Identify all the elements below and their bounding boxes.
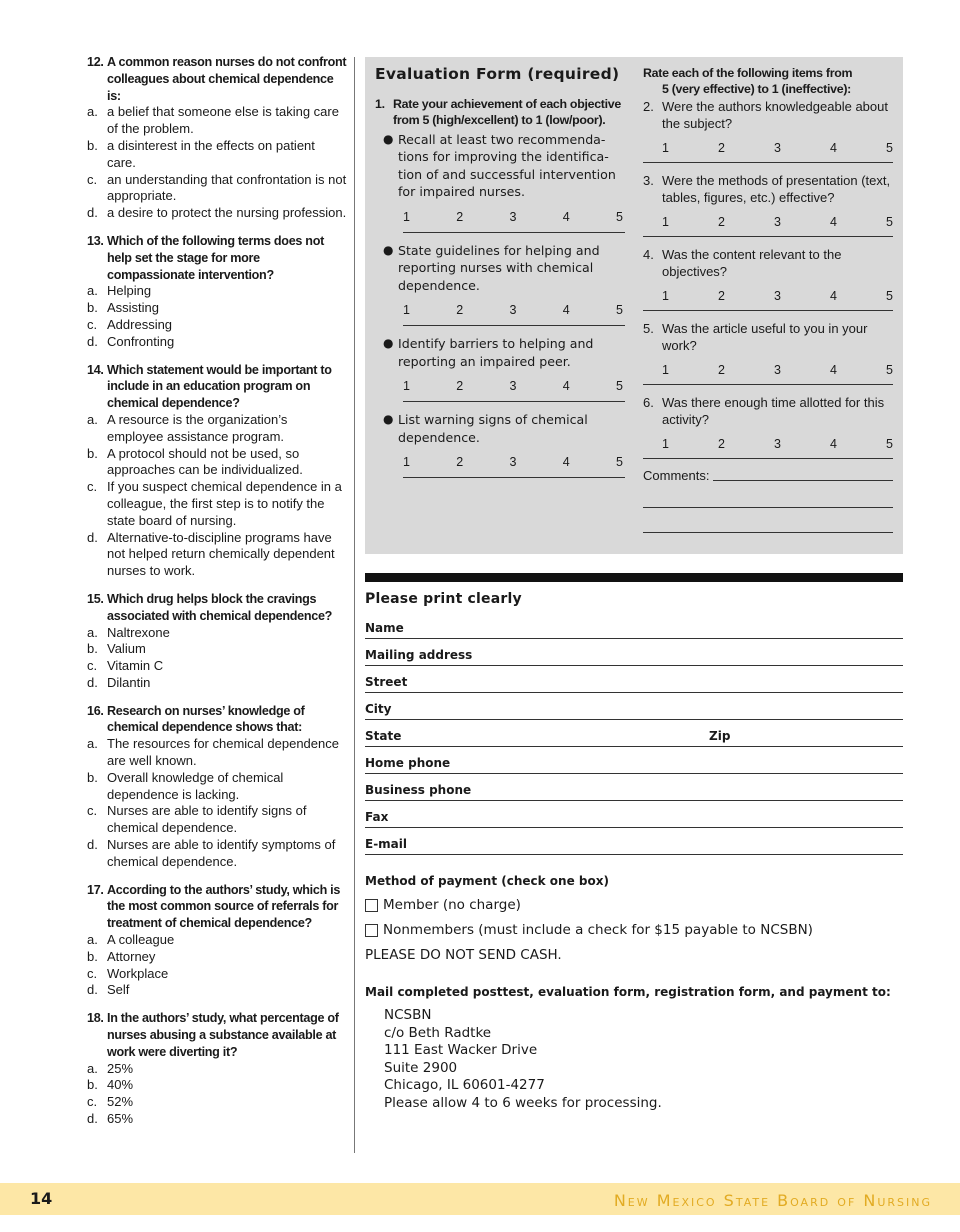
checkbox[interactable] bbox=[365, 924, 378, 937]
mailing-address-field[interactable] bbox=[365, 639, 903, 666]
objective-item bbox=[383, 242, 625, 295]
option-letter: d. bbox=[87, 529, 98, 545]
rating-heading bbox=[643, 65, 893, 98]
rating-item bbox=[643, 394, 893, 459]
objective-item bbox=[383, 411, 625, 446]
rating-value[interactable]: 3 bbox=[774, 140, 781, 155]
option-text: Naltrexone bbox=[107, 624, 170, 640]
rating-line bbox=[403, 401, 625, 402]
objective-number: 1. bbox=[375, 97, 385, 111]
no-cash-notice: PLEASE DO NOT SEND CASH. bbox=[365, 947, 562, 963]
rating-value[interactable]: 5 bbox=[616, 303, 623, 318]
street-field[interactable] bbox=[365, 666, 903, 693]
option-letter: c. bbox=[87, 658, 98, 674]
state-field[interactable] bbox=[365, 720, 903, 747]
option-letter: a. bbox=[87, 104, 98, 120]
option-text: Valium bbox=[107, 641, 146, 657]
option-text: Helping bbox=[107, 283, 152, 299]
rating-value[interactable]: 1 bbox=[662, 214, 669, 229]
option-letter: c. bbox=[87, 1094, 98, 1110]
question bbox=[87, 703, 347, 871]
question bbox=[87, 1010, 347, 1128]
comments-line[interactable] bbox=[643, 507, 893, 508]
evaluation-form bbox=[365, 57, 903, 554]
rating-value[interactable]: 5 bbox=[886, 288, 893, 303]
registration-fields bbox=[365, 612, 903, 855]
comments-row bbox=[643, 468, 893, 483]
question-text: Which statement would be important to include in an education program on chemical dependence? bbox=[107, 362, 332, 411]
option-letter: b. bbox=[87, 300, 98, 316]
option-letter: b. bbox=[87, 137, 98, 153]
answer-option[interactable] bbox=[87, 932, 347, 949]
option-text: If you suspect chemical dependence in a colleague, the first step is to notify the state board of nursing. bbox=[107, 479, 342, 528]
question bbox=[87, 54, 347, 222]
rating-value[interactable]: 1 bbox=[403, 209, 410, 224]
address-line: NCSBN bbox=[384, 1007, 432, 1023]
state-label: State bbox=[365, 729, 402, 743]
rating-scale bbox=[643, 363, 893, 377]
rating-value[interactable]: 4 bbox=[562, 379, 570, 394]
comments-line[interactable] bbox=[643, 532, 893, 533]
option-letter: a. bbox=[87, 411, 98, 427]
rating-value[interactable]: 2 bbox=[718, 436, 725, 451]
rating-question bbox=[643, 394, 893, 428]
question-text: Which of the following terms does not help set the stage for more compassionate intervention? bbox=[107, 233, 324, 282]
option-text: Assisting bbox=[107, 300, 160, 316]
rating-value[interactable]: 4 bbox=[562, 209, 570, 224]
rating-value[interactable]: 1 bbox=[403, 379, 410, 394]
rating-value[interactable]: 5 bbox=[886, 362, 893, 377]
name-field[interactable] bbox=[365, 612, 903, 639]
rating-line bbox=[643, 162, 893, 163]
rating-value[interactable]: 1 bbox=[403, 303, 410, 318]
rating-value[interactable]: 4 bbox=[562, 455, 570, 470]
option-text: Vitamin C bbox=[107, 658, 164, 674]
rating-line bbox=[643, 236, 893, 237]
answer-option[interactable] bbox=[87, 138, 347, 172]
item-text: Was the content relevant to the objectives? bbox=[662, 246, 842, 279]
objective-text: Identify barriers to helping and reporting an impaired peer. bbox=[398, 336, 594, 369]
option-letter: d. bbox=[87, 674, 98, 690]
evaluation-items bbox=[643, 65, 893, 533]
bullet-icon: ● bbox=[383, 412, 394, 427]
evaluation-objectives bbox=[375, 65, 625, 487]
answer-option[interactable] bbox=[87, 317, 347, 334]
question-number: 16. bbox=[87, 703, 104, 718]
question-number: 18. bbox=[87, 1011, 104, 1026]
posttest-questions bbox=[87, 54, 347, 1139]
address-line: 111 East Wacker Drive bbox=[384, 1042, 538, 1058]
item-text: Was there enough time allotted for this activity? bbox=[662, 394, 885, 427]
option-text: a disinterest in the effects on patient care. bbox=[107, 137, 315, 170]
answer-option[interactable] bbox=[87, 104, 347, 138]
home-phone-label: Home phone bbox=[365, 756, 451, 770]
rating-value[interactable]: 3 bbox=[774, 436, 781, 451]
rating-value[interactable]: 2 bbox=[456, 209, 464, 224]
rating-question bbox=[643, 172, 893, 206]
option-letter: d. bbox=[87, 982, 98, 998]
item-number: 3. bbox=[643, 172, 654, 188]
option-text: The resources for chemical dependence are well known. bbox=[107, 736, 339, 769]
answer-option[interactable] bbox=[87, 205, 347, 222]
option-letter: c. bbox=[87, 479, 98, 495]
objective-item bbox=[383, 131, 625, 201]
option-letter: c. bbox=[87, 803, 98, 819]
answer-option[interactable] bbox=[87, 641, 347, 658]
item-text: Was the article useful to you in your work? bbox=[662, 320, 868, 353]
rating-value[interactable]: 3 bbox=[509, 209, 517, 224]
question-stem bbox=[87, 1010, 347, 1060]
rating-scale bbox=[643, 289, 893, 303]
answer-option[interactable] bbox=[87, 446, 347, 480]
rating-value[interactable]: 4 bbox=[830, 436, 837, 451]
rating-value[interactable]: 4 bbox=[562, 303, 570, 318]
option-text: 25% bbox=[107, 1060, 134, 1076]
home-phone-field[interactable] bbox=[365, 747, 903, 774]
rating-value[interactable]: 4 bbox=[830, 362, 837, 377]
rating-scale bbox=[643, 437, 893, 451]
rating-value[interactable]: 1 bbox=[662, 436, 669, 451]
option-text: Dilantin bbox=[107, 674, 151, 690]
rating-value[interactable]: 5 bbox=[616, 379, 623, 394]
answer-option[interactable] bbox=[87, 770, 347, 804]
option-letter: a. bbox=[87, 932, 98, 948]
rating-value[interactable]: 2 bbox=[718, 214, 725, 229]
item-text: Were the authors knowledgeable about the subject? bbox=[662, 98, 888, 131]
answer-option[interactable] bbox=[87, 675, 347, 692]
comments-label: Comments: bbox=[643, 467, 710, 483]
answer-option[interactable] bbox=[87, 982, 347, 999]
option-letter: b. bbox=[87, 445, 98, 461]
option-letter: a. bbox=[87, 624, 98, 640]
address-line: Please allow 4 to 6 weeks for processing. bbox=[384, 1094, 662, 1111]
option-letter: d. bbox=[87, 837, 98, 853]
rating-value[interactable]: 2 bbox=[718, 140, 725, 155]
e-mail-field[interactable] bbox=[365, 828, 903, 855]
rating-line bbox=[403, 325, 625, 326]
question-stem bbox=[87, 591, 347, 625]
option-letter: a. bbox=[87, 1060, 98, 1076]
objective-text: State guidelines for helping and reporting nurses with chemical dependence. bbox=[398, 242, 600, 293]
rating-value[interactable]: 1 bbox=[662, 288, 669, 303]
rating-line bbox=[643, 458, 893, 459]
option-letter: b. bbox=[87, 1077, 98, 1093]
question-text: Which drug helps block the cravings associated with chemical dependence? bbox=[107, 591, 333, 623]
rating-value[interactable]: 5 bbox=[886, 214, 893, 229]
item-number: 2. bbox=[643, 98, 654, 114]
option-letter: c. bbox=[87, 316, 98, 332]
rating-value[interactable]: 2 bbox=[718, 362, 725, 377]
answer-option[interactable] bbox=[87, 949, 347, 966]
question bbox=[87, 882, 347, 1000]
mailing-address bbox=[384, 1007, 903, 1112]
mailing-address-label: Mailing address bbox=[365, 648, 473, 662]
name-label: Name bbox=[365, 621, 404, 635]
option-text: A resource is the organization’s employee assistance program. bbox=[107, 411, 288, 444]
rating-scale bbox=[643, 141, 893, 155]
rating-value[interactable]: 5 bbox=[886, 436, 893, 451]
mail-heading: Mail completed posttest, evaluation form, registration form, and payment to: bbox=[365, 985, 891, 999]
item-number: 6. bbox=[643, 394, 654, 410]
payment-options bbox=[365, 897, 903, 938]
answer-option[interactable] bbox=[87, 334, 347, 351]
answer-option[interactable] bbox=[87, 1111, 347, 1128]
rating-question bbox=[643, 98, 893, 132]
rating-value[interactable]: 1 bbox=[662, 362, 669, 377]
question-number: 17. bbox=[87, 882, 104, 897]
address-line: Suite 2900 bbox=[384, 1059, 458, 1076]
objective-item bbox=[383, 335, 625, 370]
rating-value[interactable]: 5 bbox=[616, 455, 623, 470]
answer-option[interactable] bbox=[87, 1061, 347, 1078]
option-text: Overall knowledge of chemical dependence is lacking. bbox=[107, 769, 284, 802]
street-label: Street bbox=[365, 675, 408, 689]
rating-item bbox=[643, 320, 893, 385]
question-number: 15. bbox=[87, 591, 104, 606]
option-text: 65% bbox=[107, 1111, 134, 1127]
registration-title: Please print clearly bbox=[365, 591, 522, 607]
answer-option[interactable] bbox=[87, 479, 347, 529]
rating-heading-line2: 5 (very effective) to 1 (ineffective): bbox=[662, 82, 851, 97]
rating-scale bbox=[375, 379, 625, 393]
rating-heading-line1: Rate each of the following items from bbox=[643, 66, 853, 80]
rating-value[interactable]: 1 bbox=[403, 455, 410, 470]
answer-option[interactable] bbox=[87, 966, 347, 983]
rating-line bbox=[643, 310, 893, 311]
rating-scale bbox=[375, 303, 625, 317]
option-text: Nurses are able to identify signs of chemical dependence. bbox=[107, 803, 307, 836]
question-stem bbox=[87, 54, 347, 104]
question-stem bbox=[87, 362, 347, 412]
rating-value[interactable]: 5 bbox=[616, 209, 623, 224]
answer-option[interactable] bbox=[87, 837, 347, 871]
address-line: Chicago, IL 60601-4277 bbox=[384, 1077, 545, 1093]
page-number: 14 bbox=[30, 1189, 53, 1208]
rating-items bbox=[643, 98, 893, 459]
address-line: c/o Beth Radtke bbox=[384, 1024, 492, 1041]
rating-value[interactable]: 4 bbox=[830, 140, 837, 155]
rating-value[interactable]: 3 bbox=[774, 362, 781, 377]
fax-label: Fax bbox=[365, 810, 389, 824]
checkbox[interactable] bbox=[365, 899, 378, 912]
comments-line[interactable] bbox=[713, 480, 893, 481]
option-text: a belief that someone else is taking care of the problem. bbox=[107, 104, 339, 137]
option-text: A protocol should not be used, so approaches can be individualized. bbox=[107, 445, 303, 478]
fax-field[interactable] bbox=[365, 801, 903, 828]
question-text: Research on nurses’ knowledge of chemical dependence shows that: bbox=[107, 703, 305, 735]
option-text: 40% bbox=[107, 1077, 134, 1093]
question-stem bbox=[87, 882, 347, 932]
column-divider bbox=[354, 57, 355, 1153]
e-mail-label: E-mail bbox=[365, 837, 408, 851]
option-text: Self bbox=[107, 982, 130, 998]
answer-option[interactable] bbox=[87, 803, 347, 837]
payment-option[interactable] bbox=[365, 922, 903, 938]
payment-option[interactable] bbox=[365, 897, 903, 913]
rating-scale bbox=[643, 215, 893, 229]
option-letter: d. bbox=[87, 333, 98, 349]
city-field[interactable] bbox=[365, 693, 903, 720]
question-number: 13. bbox=[87, 233, 104, 248]
rating-value[interactable]: 2 bbox=[456, 455, 464, 470]
rating-value[interactable]: 4 bbox=[830, 288, 837, 303]
rating-value[interactable]: 5 bbox=[886, 140, 893, 155]
option-text: 52% bbox=[107, 1094, 134, 1110]
question-stem bbox=[87, 703, 347, 737]
item-number: 5. bbox=[643, 320, 654, 336]
zip-label: Zip bbox=[709, 729, 731, 743]
option-text: Attorney bbox=[107, 948, 156, 964]
answer-option[interactable] bbox=[87, 1094, 347, 1111]
answer-option[interactable] bbox=[87, 412, 347, 446]
rating-value[interactable]: 3 bbox=[509, 303, 517, 318]
bullet-icon: ● bbox=[383, 131, 394, 146]
question-number: 12. bbox=[87, 55, 104, 69]
answer-option[interactable] bbox=[87, 172, 347, 206]
city-label: City bbox=[365, 702, 392, 716]
option-letter: c. bbox=[87, 171, 98, 187]
payment-option-label: Member (no charge) bbox=[383, 897, 521, 913]
question-stem bbox=[87, 233, 347, 283]
rating-line bbox=[403, 232, 625, 233]
question bbox=[87, 362, 347, 580]
question-text: In the authors’ study, what percentage of nurses abusing a substance available at work were diverting it? bbox=[107, 1011, 339, 1059]
rating-value[interactable]: 4 bbox=[830, 214, 837, 229]
rating-scale bbox=[375, 210, 625, 224]
rating-line bbox=[403, 477, 625, 478]
option-letter: a. bbox=[87, 736, 98, 752]
answer-option[interactable] bbox=[87, 1077, 347, 1094]
option-text: Confronting bbox=[107, 333, 175, 349]
rating-line bbox=[643, 384, 893, 385]
rating-value[interactable]: 2 bbox=[456, 303, 464, 318]
rating-value[interactable]: 3 bbox=[774, 214, 781, 229]
answer-option[interactable] bbox=[87, 736, 347, 770]
option-letter: b. bbox=[87, 948, 98, 964]
question bbox=[87, 233, 347, 351]
rating-value[interactable]: 3 bbox=[774, 288, 781, 303]
option-text: Workplace bbox=[107, 965, 169, 981]
rating-question bbox=[643, 320, 893, 354]
option-text: an understanding that confrontation is not appropriate. bbox=[107, 171, 347, 204]
option-letter: c. bbox=[87, 965, 98, 981]
item-text: Were the methods of presentation (text, tables, figures, etc.) effective? bbox=[662, 172, 891, 205]
option-letter: a. bbox=[87, 283, 98, 299]
question-number: 14. bbox=[87, 362, 104, 377]
answer-option[interactable] bbox=[87, 658, 347, 675]
rating-value[interactable]: 2 bbox=[718, 288, 725, 303]
business-phone-label: Business phone bbox=[365, 783, 472, 797]
answer-option[interactable] bbox=[87, 530, 347, 580]
payment-option-label: Nonmembers (must include a check for $15 payable to NCSBN) bbox=[383, 922, 813, 938]
question bbox=[87, 591, 347, 692]
rating-value[interactable]: 1 bbox=[662, 140, 669, 155]
bullet-icon: ● bbox=[383, 242, 394, 257]
option-text: Nurses are able to identify symptoms of chemical dependence. bbox=[107, 837, 336, 869]
rating-value[interactable]: 3 bbox=[509, 379, 517, 394]
answer-option[interactable] bbox=[87, 300, 347, 317]
option-letter: d. bbox=[87, 1111, 98, 1127]
objective-instructions: Rate your achievement of each objective from 5 (high/excellent) to 1 (low/poor). bbox=[393, 97, 621, 128]
objective-text: Recall at least two recommenda-tions for improving the identifica-tion of and successful intervention for impaired nurses. bbox=[398, 131, 616, 200]
objective-list bbox=[375, 131, 625, 479]
bullet-icon: ● bbox=[383, 336, 394, 351]
answer-option[interactable] bbox=[87, 283, 347, 300]
rating-item bbox=[643, 172, 893, 237]
business-phone-field[interactable] bbox=[365, 774, 903, 801]
page-footer bbox=[0, 1183, 960, 1215]
option-letter: d. bbox=[87, 205, 98, 221]
option-text: A colleague bbox=[107, 932, 175, 948]
rating-value[interactable]: 2 bbox=[456, 379, 464, 394]
rating-item bbox=[643, 98, 893, 163]
section-divider-bar bbox=[365, 573, 903, 582]
answer-option[interactable] bbox=[87, 625, 347, 642]
option-letter: b. bbox=[87, 641, 98, 657]
objective-text: List warning signs of chemical dependence. bbox=[398, 412, 588, 445]
payment-heading: Method of payment (check one box) bbox=[365, 874, 609, 888]
option-letter: b. bbox=[87, 769, 98, 785]
question-text: According to the authors’ study, which is the most common source of referrals for treatment of chemical dependence? bbox=[107, 882, 341, 931]
item-number: 4. bbox=[643, 246, 654, 262]
rating-item bbox=[643, 246, 893, 311]
rating-value[interactable]: 3 bbox=[509, 455, 517, 470]
objective-heading bbox=[375, 96, 625, 129]
option-text: Alternative-to-discipline programs have not helped return chemically dependent nurses to work. bbox=[107, 529, 335, 579]
evaluation-title: Evaluation Form (required) bbox=[375, 65, 620, 83]
option-text: Addressing bbox=[107, 316, 173, 332]
registration-form bbox=[365, 591, 903, 1112]
rating-scale bbox=[375, 455, 625, 469]
footer-title: New Mexico State Board of Nursing bbox=[613, 1191, 932, 1210]
rating-question bbox=[643, 246, 893, 280]
question-text: A common reason nurses do not confront colleagues about chemical dependence is: bbox=[107, 55, 347, 103]
option-text: a desire to protect the nursing profession. bbox=[107, 205, 347, 221]
